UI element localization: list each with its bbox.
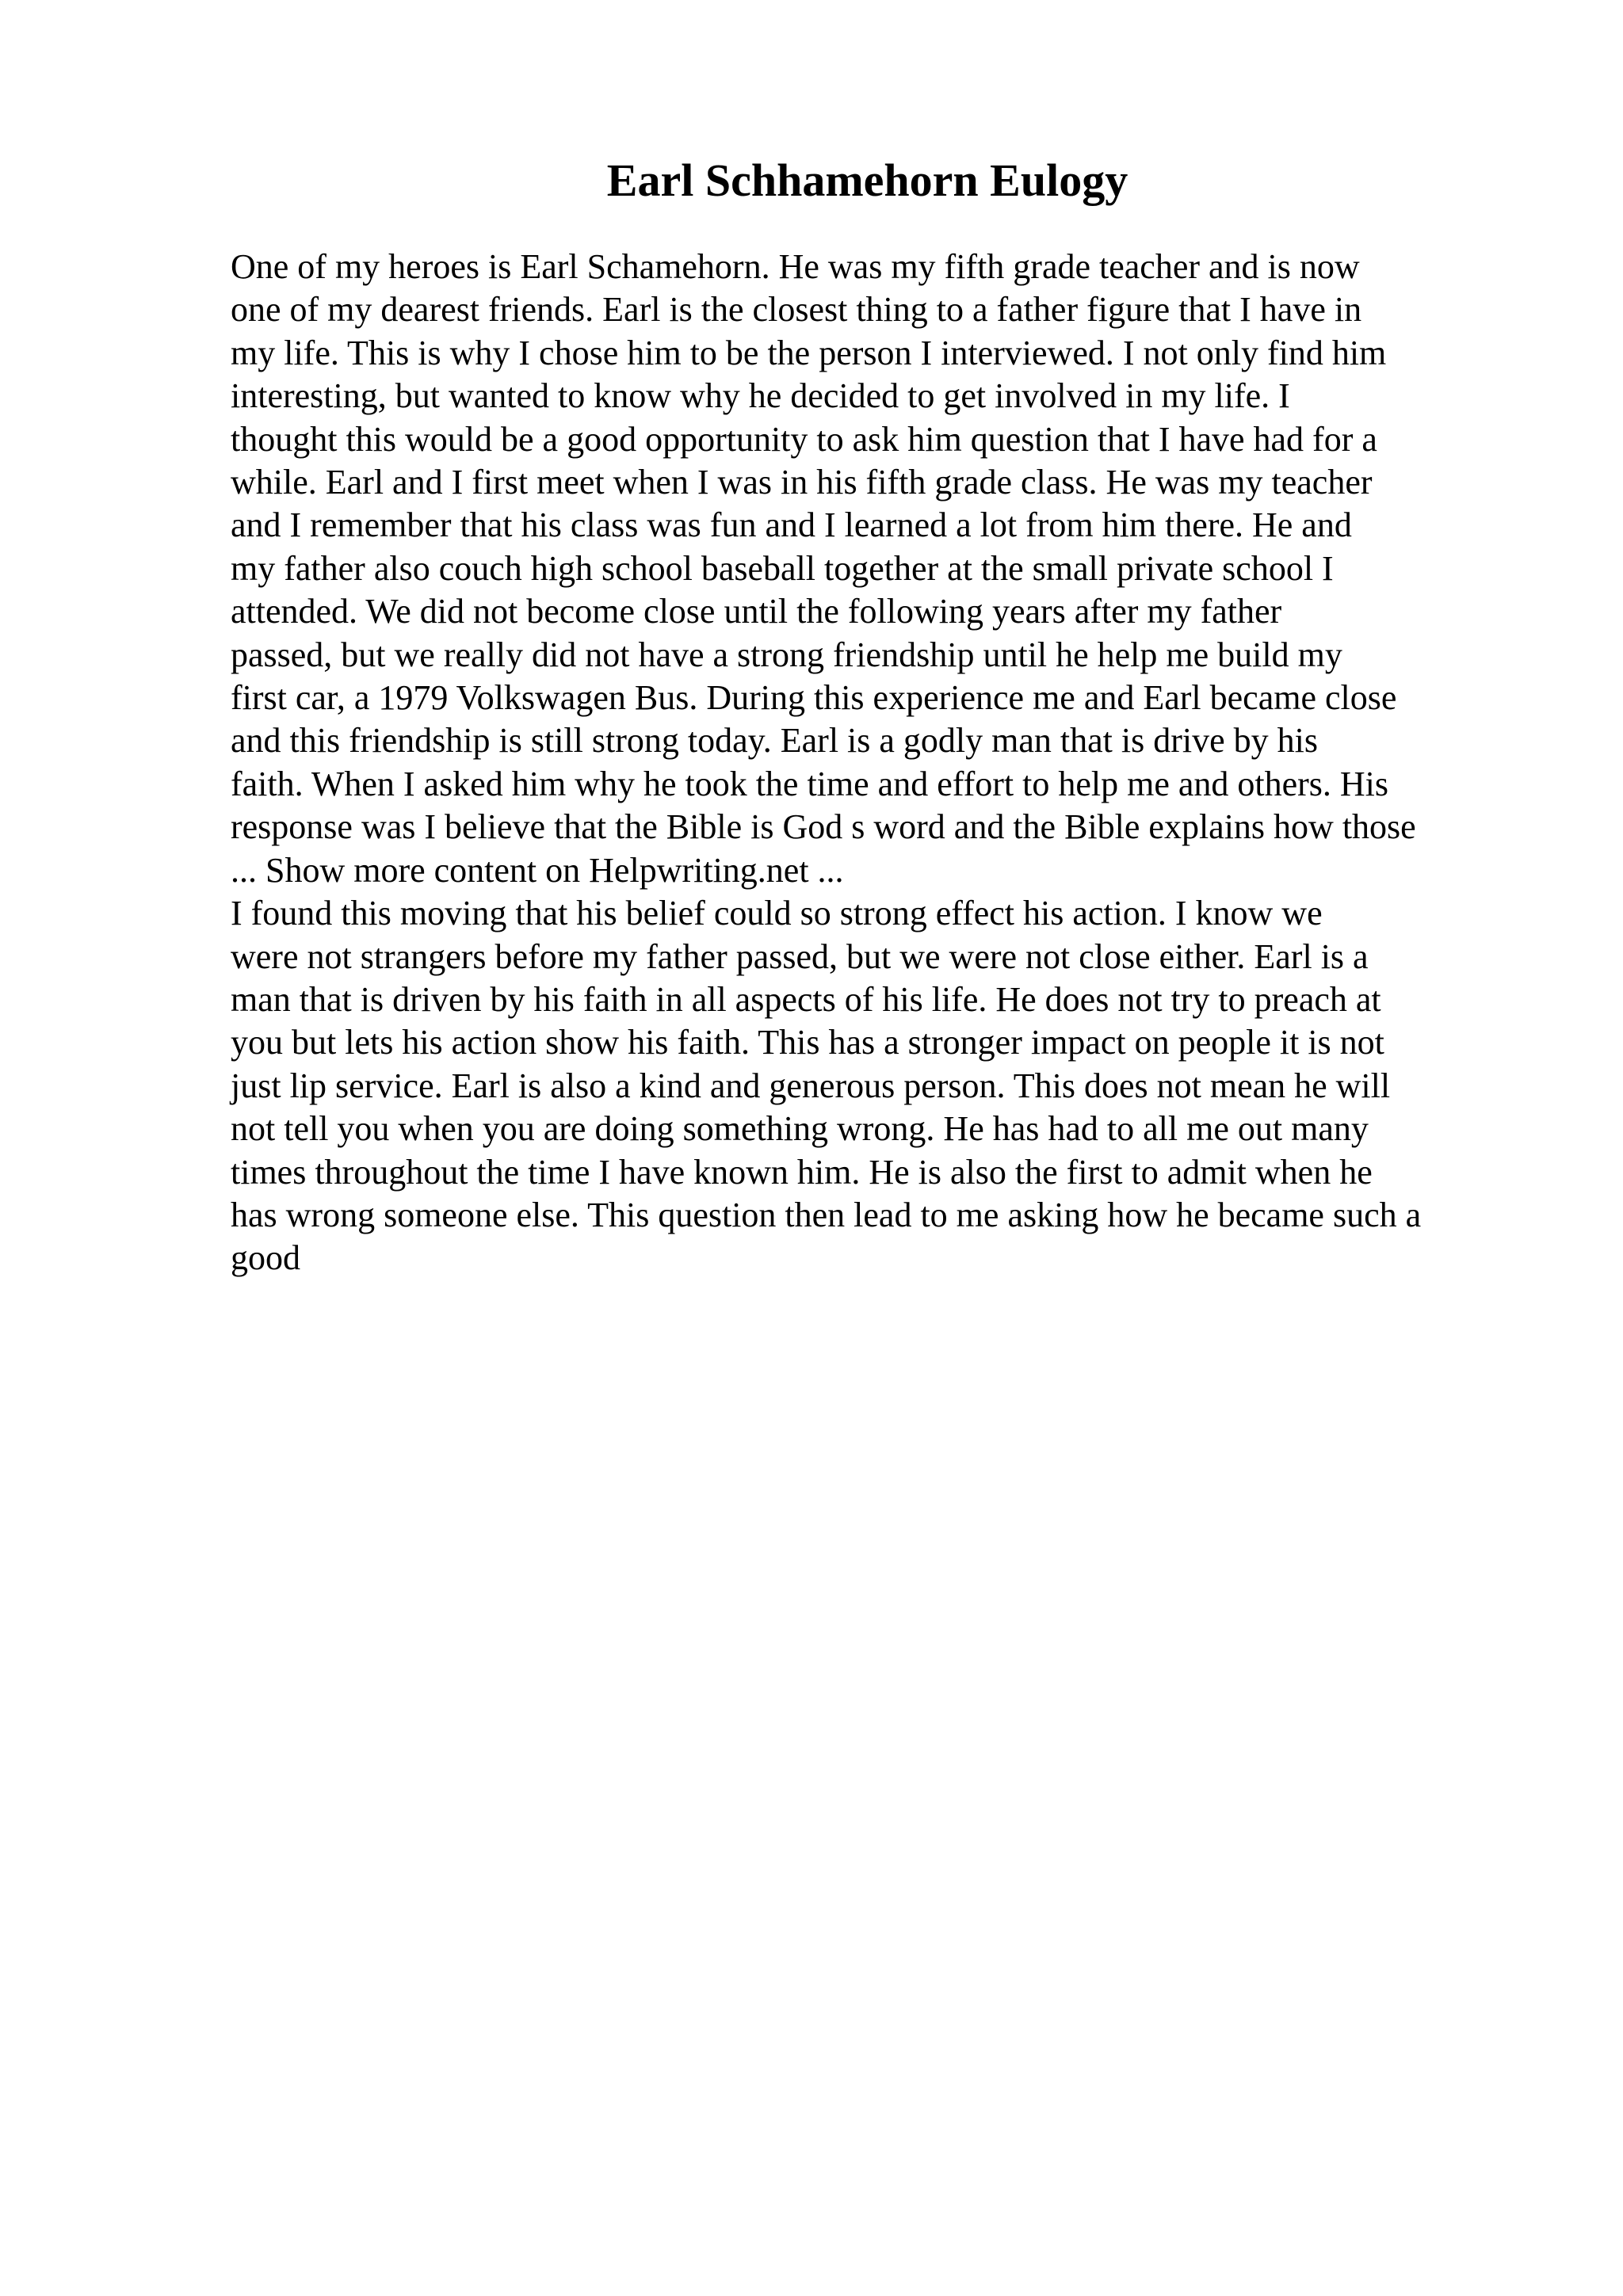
body-line: passed, but we really did not have a strong friendship until he help me build my bbox=[231, 635, 1342, 674]
body-line: you but lets his action show his faith. This has a stronger impact on people it is not bbox=[231, 1023, 1384, 1062]
document-body bbox=[231, 246, 1499, 1280]
body-line: my life. This is why I chose him to be the person I interviewed. I not only find him bbox=[231, 333, 1387, 372]
body-line: not tell you when you are doing something wrong. He has had to all me out many bbox=[231, 1109, 1369, 1149]
body-line: thought this would be a good opportunity to ask him question that I have had for a bbox=[231, 419, 1377, 459]
body-line: times throughout the time I have known him. He is also the first to admit when he bbox=[231, 1152, 1373, 1192]
body-line: first car, a 1979 Volkswagen Bus. During this experience me and Earl became close bbox=[231, 678, 1397, 718]
body-line: I found this moving that his belief could so strong effect his action. I know we bbox=[231, 894, 1323, 933]
body-line: and this friendship is still strong today. Earl is a godly man that is drive by his bbox=[231, 721, 1318, 761]
body-line: one of my dearest friends. Earl is the closest thing to a father figure that I have in bbox=[231, 290, 1362, 330]
show-more-link[interactable]: ... Show more content on Helpwriting.net ... bbox=[231, 850, 844, 890]
body-line: were not strangers before my father passed, but we were not close either. Earl is a bbox=[231, 936, 1369, 976]
body-line: interesting, but wanted to know why he decided to get involved in my life. I bbox=[231, 376, 1290, 416]
body-line: while. Earl and I first meet when I was in his fifth grade class. He was my teacher bbox=[231, 463, 1373, 502]
body-line: response was I believe that the Bible is God s word and the Bible explains how those bbox=[231, 807, 1416, 847]
body-line: just lip service. Earl is also a kind and generous person. This does not mean he will bbox=[231, 1066, 1391, 1105]
body-line: One of my heroes is Earl Schamehorn. He was my fifth grade teacher and is now bbox=[231, 247, 1360, 286]
body-line: good bbox=[231, 1238, 300, 1278]
body-line: and I remember that his class was fun and I learned a lot from him there. He and bbox=[231, 505, 1352, 545]
body-line: man that is driven by his faith in all aspects of his life. He does not try to preach at bbox=[231, 979, 1381, 1019]
body-line: attended. We did not become close until the following years after my father bbox=[231, 592, 1282, 631]
body-line: my father also couch high school baseball together at the small private school I bbox=[231, 548, 1334, 588]
document-title: Earl Schhamehorn Eulogy bbox=[606, 154, 1128, 206]
body-line: faith. When I asked him why he took the time and effort to help me and others. His bbox=[231, 764, 1389, 803]
body-line: has wrong someone else. This question then lead to me asking how he became such a bbox=[231, 1195, 1422, 1234]
